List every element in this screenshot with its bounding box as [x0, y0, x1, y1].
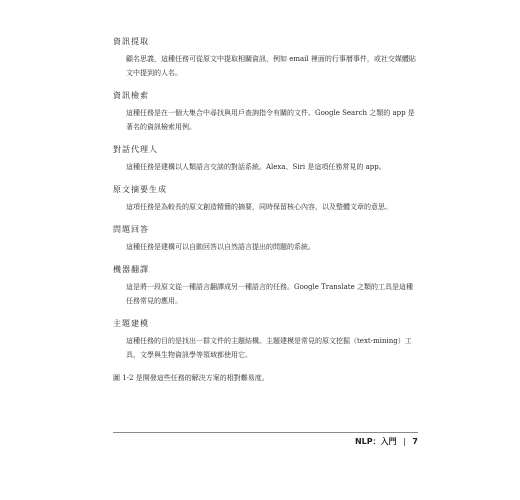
section-title: 問題回答 [113, 225, 149, 234]
footer-separator: | [403, 437, 406, 446]
section-title: 對話代理人 [113, 145, 158, 154]
section-information-retrieval [113, 90, 418, 134]
section-body: 這種任務是建構以人類語言交談的對話系統。Alexa、Siri 是這項任務常見的 app。 [126, 163, 386, 171]
section-body: 這種任務是在一個大集合中尋找與用戶查詢指令有關的文件。Google Search 之類的 app 是著名的資訊檢索用例。 [126, 109, 415, 131]
section-text-summarization [113, 184, 418, 214]
section-title: 原文摘要生成 [113, 185, 167, 194]
section-title: 主題建模 [113, 319, 149, 328]
section-title: 機器翻譯 [113, 265, 149, 274]
section-body: 這項任務是為較長的原文創造精簡的摘要，同時保留核心內容，以及整體文章的意思。 [126, 203, 392, 211]
section-conversational-agent [113, 144, 418, 174]
running-head: NLP：入門 [354, 437, 397, 446]
section-body: 這是將一段原文從一種語言翻譯成另一種語言的任務。Google Translate 之類的工具是這種任務常見的應用。 [126, 283, 413, 305]
section-information-extraction [113, 36, 418, 80]
section-body: 顧名思義，這種任務可從原文中提取相關資訊，例如 email 裡面的行事曆事件，或社交媒體貼文中提到的人名。 [126, 55, 416, 77]
footer-divider [113, 432, 418, 433]
page-footer [355, 436, 418, 448]
page-content [113, 36, 418, 384]
page-number: 7 [412, 437, 418, 446]
section-title: 資訊檢索 [113, 91, 149, 100]
section-body: 這種任務的目的是找出一群文件的主題結構。主題建模是常見的原文挖掘（text-mining）工具，文學與生物資訊學等領域都使用它。 [126, 337, 412, 359]
section-topic-modeling [113, 318, 418, 362]
section-body: 這種任務是建構可以自動回答以自然語言提出的問題的系統。 [126, 243, 315, 251]
figure-reference-text: 圖 1-2 是開發這些任務的解決方案的相對難易度。 [113, 374, 269, 382]
section-question-answering [113, 224, 418, 254]
section-machine-translation [113, 264, 418, 308]
section-title: 資訊提取 [113, 37, 149, 46]
